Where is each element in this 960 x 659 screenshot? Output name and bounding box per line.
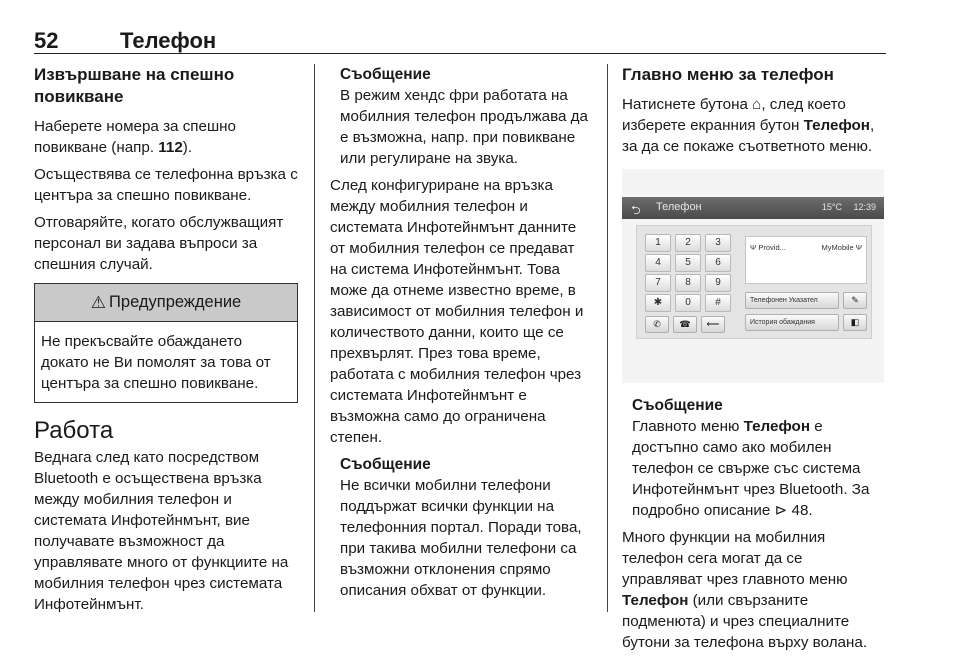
column-divider	[314, 64, 315, 612]
call-icon: ✆	[645, 316, 669, 333]
device-label	[822, 243, 862, 252]
text: Много функции на мобилния телефон сега могат да се управляват чрез главното меню	[622, 529, 848, 588]
paragraph: Веднага след като посредством Bluetooth е осъществена връзка между мобилния телефон и системата Инфотейнмънт, вие получавате възможност да управлявате много от функциите на мобилния телефон чрез системата Инфотейнмънт.	[34, 449, 289, 613]
screen-title: Телефон	[656, 201, 702, 213]
note-text: В режим хендс фри работата на мобилния телефон продължава да е възможна, напр. при повикване или регулиране на звука.	[340, 87, 588, 167]
emergency-call-heading: Извършване на спешно повикване	[34, 65, 235, 106]
column-divider	[607, 64, 608, 612]
phone-menu-heading: Главно меню за телефон	[622, 65, 834, 84]
paragraph: Отговаряйте, когато обслужващият персонал ви задава въпроси за спешния случай.	[34, 214, 284, 273]
warning-header	[35, 284, 297, 322]
backspace-icon: ⟵	[701, 316, 725, 333]
note-block	[330, 64, 594, 169]
keypad-key: ✱	[645, 294, 671, 312]
speaker-icon: ◧	[843, 314, 867, 331]
paragraph	[622, 527, 886, 653]
page-header	[34, 22, 886, 54]
note-block	[622, 395, 886, 521]
keypad-key: #	[705, 294, 731, 312]
signal-icon: Ψ	[855, 243, 862, 252]
text: Натиснете бутона	[622, 96, 753, 113]
text: , след което изберете екранния бутон	[622, 96, 846, 134]
keypad-key: 8	[675, 274, 701, 292]
column-left	[34, 64, 298, 621]
home-icon: ⌂	[752, 96, 762, 113]
page-reference: 48.	[791, 502, 813, 519]
paragraph	[622, 94, 886, 157]
keypad-key: 5	[675, 254, 701, 272]
provider-label	[750, 243, 786, 252]
hang-up-icon: ☎	[673, 316, 697, 333]
text: , за да се покаже съответното меню.	[622, 117, 875, 155]
keypad-key: 7	[645, 274, 671, 292]
text: ).	[182, 139, 193, 156]
phone-info-box	[745, 236, 867, 284]
call-history-button: История обаждания	[745, 314, 839, 331]
page-ref-arrow-icon: ⊳	[774, 502, 788, 519]
keypad-key: 0	[675, 294, 701, 312]
back-arrow-icon: ⮌	[631, 203, 641, 217]
note-text: Не всички мобилни телефони поддържат всички функции на телефонния портал. Поради това, при такива мобилни телефони са възможни отклонения спрямо описания обхват от функции.	[340, 477, 582, 599]
text: Телефон	[803, 117, 870, 134]
note-label: Съобщение	[340, 66, 431, 83]
page-number: 52	[34, 28, 59, 53]
signal-icon: Ψ	[750, 243, 757, 252]
screen-panel	[636, 225, 872, 339]
note-label: Съобщение	[340, 456, 431, 473]
page-title: Телефон	[120, 28, 217, 53]
text: Наберете номера за спешно повикване (напр.	[34, 118, 236, 156]
text: е достъпно само ако мобилен телефон се свърже със система Инфотейнмънт чрез Bluetooth. За подробно описание	[632, 418, 870, 519]
text: Телефон	[622, 592, 689, 609]
text: Главното меню	[632, 418, 744, 435]
phone-screen-image	[622, 169, 884, 383]
screen-temperature: 15°C	[821, 202, 842, 212]
paragraph: След конфигуриране на връзка между мобилния телефон и системата Инфотейнмънт данните от мобилния телефон се предават на система Инфотейнмънт. Това може да отнеме известно време, в зависимост от мобилния телефон и количеството данни, които ще се прехвърлят. През това време, работата с мобилния телефон чрез системата Инфотейнмънт е възможна само до ограничена степен.	[330, 177, 584, 446]
emergency-number: 112	[158, 139, 183, 156]
keypad-key: 1	[645, 234, 671, 252]
paragraph: Осъществява се телефонна връзка с центъра за спешно повикване.	[34, 166, 298, 204]
warning-triangle-icon: ⚠	[90, 292, 107, 312]
note-text	[632, 416, 886, 521]
phonebook-button: Телефонен Указател	[745, 292, 839, 309]
note-label: Съобщение	[632, 397, 723, 414]
warning-box	[34, 283, 298, 403]
provider-text: Provid...	[758, 243, 786, 252]
mute-mic-icon: ✎	[843, 292, 867, 309]
device-text: MyMobile	[821, 243, 854, 252]
warning-text: Не прекъсвайте обаждането докато не Ви помолят за това от центъра за спешно повикване.	[41, 333, 271, 392]
column-middle	[330, 64, 594, 607]
keypad-key: 9	[705, 274, 731, 292]
keypad-key: 4	[645, 254, 671, 272]
keypad-key: 2	[675, 234, 701, 252]
screen-title-bar	[622, 197, 884, 219]
column-right	[622, 64, 886, 659]
text: Телефон	[743, 418, 810, 435]
paragraph	[34, 116, 298, 158]
note-block	[330, 454, 594, 601]
warning-title: Предупреждение	[109, 293, 242, 311]
keypad-key: 3	[705, 234, 731, 252]
text: (или свързаните подменюта) и чрез специалните бутони за телефона върху волана.	[622, 592, 868, 651]
keypad-key: 6	[705, 254, 731, 272]
screen-time: 12:39	[853, 202, 876, 212]
section-heading: Работа	[34, 417, 114, 444]
